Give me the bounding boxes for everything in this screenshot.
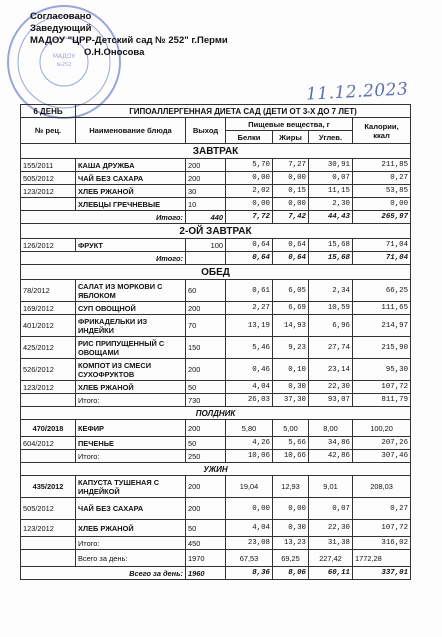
table-cell: 811,79: [353, 394, 411, 407]
table-cell: 6,69: [273, 302, 309, 315]
table-cell: 0,64: [273, 239, 309, 252]
day-total-row: [21, 550, 411, 567]
table-cell: 505/2012: [21, 498, 76, 520]
table-cell: 126/2012: [21, 239, 76, 252]
table-cell: 200: [186, 172, 226, 185]
table-cell: 10,59: [309, 302, 353, 315]
table-cell: 0,07: [309, 498, 353, 520]
table-cell: [21, 450, 76, 463]
table-cell: 0,07: [309, 172, 353, 185]
table-cell: 470/2018: [21, 420, 76, 437]
table-cell: 14,93: [273, 315, 309, 337]
table-cell: 1772,28: [353, 550, 411, 567]
table-cell: КАША ДРУЖБА: [76, 159, 186, 172]
table-cell: 0,64: [226, 252, 273, 265]
table-cell: 78/2012: [21, 280, 76, 302]
approval-line-2: Заведующий: [30, 23, 92, 34]
table-cell: 60,11: [309, 567, 353, 580]
table-cell: 0,00: [353, 198, 411, 211]
table-cell: [21, 537, 76, 550]
section-breakfast: ЗАВТРАК: [21, 144, 411, 159]
table-cell: 5,00: [273, 420, 309, 437]
table-cell: 200: [186, 476, 226, 498]
table-cell: 1970: [186, 550, 226, 567]
table-row: [21, 315, 411, 337]
table-cell: 316,02: [353, 537, 411, 550]
table-cell: 30: [186, 185, 226, 198]
table-cell: 71,04: [353, 252, 411, 265]
col-fat: Жиры: [273, 131, 309, 144]
col-nutrients: Пищевые вещества, г: [226, 118, 353, 131]
table-cell: 450: [186, 537, 226, 550]
table-cell: 34,86: [309, 437, 353, 450]
table-cell: ХЛЕБ РЖАНОЙ: [76, 381, 186, 394]
col-name: Наименование блюда: [76, 118, 186, 144]
table-cell: 425/2012: [21, 337, 76, 359]
table-row: [21, 476, 411, 498]
table-cell: 337,01: [353, 567, 411, 580]
table-cell: 227,42: [309, 550, 353, 567]
table-cell: 50: [186, 437, 226, 450]
table-cell: 730: [186, 394, 226, 407]
table-cell: 0,30: [273, 520, 309, 537]
table-row: [21, 337, 411, 359]
table-cell: ХЛЕБ РЖАНОЙ: [76, 185, 186, 198]
table-cell: 100,20: [353, 420, 411, 437]
approval-line-1: Согласовано: [30, 11, 92, 22]
table-cell: 111,65: [353, 302, 411, 315]
approval-line-4: О.Н.Оносова: [84, 47, 145, 58]
table-cell: 8,06: [273, 567, 309, 580]
table-cell: 150: [186, 337, 226, 359]
table-cell: 401/2012: [21, 315, 76, 337]
table-cell: 123/2012: [21, 520, 76, 537]
total-row: [21, 394, 411, 407]
table-cell: 8,00: [309, 420, 353, 437]
table-cell: 505/2012: [21, 172, 76, 185]
table-cell: 66,25: [353, 280, 411, 302]
table-cell: 37,30: [273, 394, 309, 407]
day-label: 6 ДЕНЬ: [21, 105, 76, 118]
table-cell: 23,08: [226, 537, 273, 550]
table-cell: 67,53: [226, 550, 273, 567]
section-dinner: УЖИН: [21, 463, 411, 476]
table-cell: 50: [186, 520, 226, 537]
table-cell: Итого:: [76, 537, 186, 550]
table-cell: 13,23: [273, 537, 309, 550]
table-cell: 155/2011: [21, 159, 76, 172]
table-cell: КОМПОТ ИЗ СМЕСИ СУХОФРУКТОВ: [76, 359, 186, 381]
table-cell: 123/2012: [21, 381, 76, 394]
table-cell: 70: [186, 315, 226, 337]
table-cell: ХЛЕБЦЫ ГРЕЧНЕВЫЕ: [76, 198, 186, 211]
table-cell: 200: [186, 302, 226, 315]
table-cell: 13,19: [226, 315, 273, 337]
table-cell: [186, 252, 226, 265]
table-row: [21, 381, 411, 394]
table-cell: 200: [186, 359, 226, 381]
diet-title: ГИПОАЛЛЕРГЕННАЯ ДИЕТА САД (ДЕТИ ОТ 3-Х ДО 7 ЛЕТ): [76, 105, 411, 118]
table-row: [21, 498, 411, 520]
table-cell: 4,04: [226, 381, 273, 394]
table-cell: РИС ПРИПУЩЕННЫЙ С ОВОЩАМИ: [76, 337, 186, 359]
table-cell: Итого:: [21, 252, 186, 265]
table-cell: 0,64: [273, 252, 309, 265]
table-cell: 107,72: [353, 520, 411, 537]
table-cell: 0,27: [353, 498, 411, 520]
section-lunch: ОБЕД: [21, 265, 411, 280]
table-row: [21, 359, 411, 381]
total-row: [21, 252, 411, 265]
table-row: [21, 198, 411, 211]
table-cell: 604/2012: [21, 437, 76, 450]
table-cell: 4,04: [226, 520, 273, 537]
table-cell: 69,25: [273, 550, 309, 567]
total-row: [21, 211, 411, 224]
table-cell: 0,00: [226, 172, 273, 185]
table-cell: 2,27: [226, 302, 273, 315]
svg-text:№252: №252: [56, 62, 72, 68]
table-cell: 9,23: [273, 337, 309, 359]
table-cell: 526/2012: [21, 359, 76, 381]
table-cell: 207,26: [353, 437, 411, 450]
table-row: [21, 239, 411, 252]
table-row: [21, 520, 411, 537]
table-cell: 23,14: [309, 359, 353, 381]
table-cell: ЧАЙ БЕЗ САХАРА: [76, 172, 186, 185]
table-cell: 7,72: [226, 211, 273, 224]
table-cell: ПЕЧЕНЬЕ: [76, 437, 186, 450]
table-cell: 5,46: [226, 337, 273, 359]
table-cell: 0,61: [226, 280, 273, 302]
table-cell: 22,30: [309, 520, 353, 537]
table-cell: 200: [186, 498, 226, 520]
table-cell: [21, 550, 76, 567]
table-cell: 265,97: [353, 211, 411, 224]
table-cell: 0,15: [273, 185, 309, 198]
table-cell: 7,42: [273, 211, 309, 224]
table-cell: 12,93: [273, 476, 309, 498]
col-rec: № рец.: [21, 118, 76, 144]
table-cell: 26,03: [226, 394, 273, 407]
table-cell: 6,05: [273, 280, 309, 302]
table-cell: 100: [186, 239, 226, 252]
table-cell: 0,00: [226, 198, 273, 211]
table-row: [21, 185, 411, 198]
table-cell: КАПУСТА ТУШЕНАЯ С ИНДЕЙКОЙ: [76, 476, 186, 498]
table-cell: 208,03: [353, 476, 411, 498]
table-cell: 250: [186, 450, 226, 463]
table-cell: 211,85: [353, 159, 411, 172]
table-cell: 2,34: [309, 280, 353, 302]
table-cell: 10: [186, 198, 226, 211]
total-row: [21, 537, 411, 550]
table-cell: 200: [186, 159, 226, 172]
table-cell: 2,02: [226, 185, 273, 198]
col-out: Выход: [186, 118, 226, 144]
table-cell: 0,00: [226, 498, 273, 520]
table-cell: 0,00: [273, 498, 309, 520]
col-carbs: Углев.: [309, 131, 353, 144]
table-cell: Всего за день:: [76, 550, 186, 567]
table-cell: ЧАЙ БЕЗ САХАРА: [76, 498, 186, 520]
menu-table: [20, 104, 411, 580]
table-cell: 0,00: [273, 198, 309, 211]
table-cell: 42,86: [309, 450, 353, 463]
table-cell: Итого:: [21, 211, 186, 224]
table-cell: 95,30: [353, 359, 411, 381]
table-cell: 4,26: [226, 437, 273, 450]
table-cell: 31,38: [309, 537, 353, 550]
table-cell: 15,68: [309, 239, 353, 252]
table-cell: ФРУКТ: [76, 239, 186, 252]
svg-text:МАДОУ: МАДОУ: [52, 53, 76, 60]
table-cell: 5,80: [226, 420, 273, 437]
table-cell: 9,01: [309, 476, 353, 498]
table-row: [21, 280, 411, 302]
section-breakfast2: 2-ОЙ ЗАВТРАК: [21, 224, 411, 239]
table-cell: КЕФИР: [76, 420, 186, 437]
table-row: [21, 420, 411, 437]
table-cell: 107,72: [353, 381, 411, 394]
table-cell: 5,70: [226, 159, 273, 172]
table-cell: 27,74: [309, 337, 353, 359]
table-cell: Всего за день:: [21, 567, 186, 580]
table-cell: 22,30: [309, 381, 353, 394]
table-cell: 1960: [186, 567, 226, 580]
table-cell: 53,85: [353, 185, 411, 198]
table-cell: СУП ОВОЩНОЙ: [76, 302, 186, 315]
table-cell: САЛАТ ИЗ МОРКОВИ С ЯБЛОКОМ: [76, 280, 186, 302]
section-snack: ПОЛДНИК: [21, 407, 411, 420]
table-row: [21, 437, 411, 450]
approval-block: [30, 11, 228, 59]
table-row: [21, 159, 411, 172]
table-cell: 0,00: [273, 172, 309, 185]
table-cell: 7,27: [273, 159, 309, 172]
col-calories: Калории, ккал: [353, 118, 411, 144]
table-cell: 169/2012: [21, 302, 76, 315]
approval-line-3: МАДОУ "ЦРР-Детский сад № 252" г.Перми: [30, 35, 228, 46]
table-cell: ХЛЕБ РЖАНОЙ: [76, 520, 186, 537]
table-cell: ФРИКАДЕЛЬКИ ИЗ ИНДЕЙКИ: [76, 315, 186, 337]
table-cell: 0,30: [273, 381, 309, 394]
day-total-row-2: [21, 567, 411, 580]
table-cell: 10,06: [226, 450, 273, 463]
table-row: [21, 172, 411, 185]
table-cell: Итого:: [76, 450, 186, 463]
table-cell: 10,66: [273, 450, 309, 463]
table-cell: 215,90: [353, 337, 411, 359]
table-cell: 30,91: [309, 159, 353, 172]
col-protein: Белки: [226, 131, 273, 144]
table-cell: 44,43: [309, 211, 353, 224]
table-cell: 440: [186, 211, 226, 224]
total-row: [21, 450, 411, 463]
table-cell: 2,30: [309, 198, 353, 211]
table-cell: [21, 198, 76, 211]
table-cell: 5,66: [273, 437, 309, 450]
table-cell: [21, 394, 76, 407]
table-cell: 11,15: [309, 185, 353, 198]
table-cell: 71,04: [353, 239, 411, 252]
table-cell: 8,36: [226, 567, 273, 580]
table-cell: 435/2012: [21, 476, 76, 498]
table-cell: 123/2012: [21, 185, 76, 198]
table-cell: 214,97: [353, 315, 411, 337]
table-cell: 93,07: [309, 394, 353, 407]
table-cell: 0,27: [353, 172, 411, 185]
table-cell: Итого:: [76, 394, 186, 407]
table-cell: 50: [186, 381, 226, 394]
handwritten-date: 11.12.2023: [305, 79, 409, 105]
table-cell: 0,10: [273, 359, 309, 381]
table-cell: 15,68: [309, 252, 353, 265]
table-cell: 60: [186, 280, 226, 302]
table-cell: 307,46: [353, 450, 411, 463]
table-cell: 19,04: [226, 476, 273, 498]
table-cell: 200: [186, 420, 226, 437]
table-cell: 0,46: [226, 359, 273, 381]
table-cell: 6,96: [309, 315, 353, 337]
table-row: [21, 302, 411, 315]
table-cell: 0,64: [226, 239, 273, 252]
